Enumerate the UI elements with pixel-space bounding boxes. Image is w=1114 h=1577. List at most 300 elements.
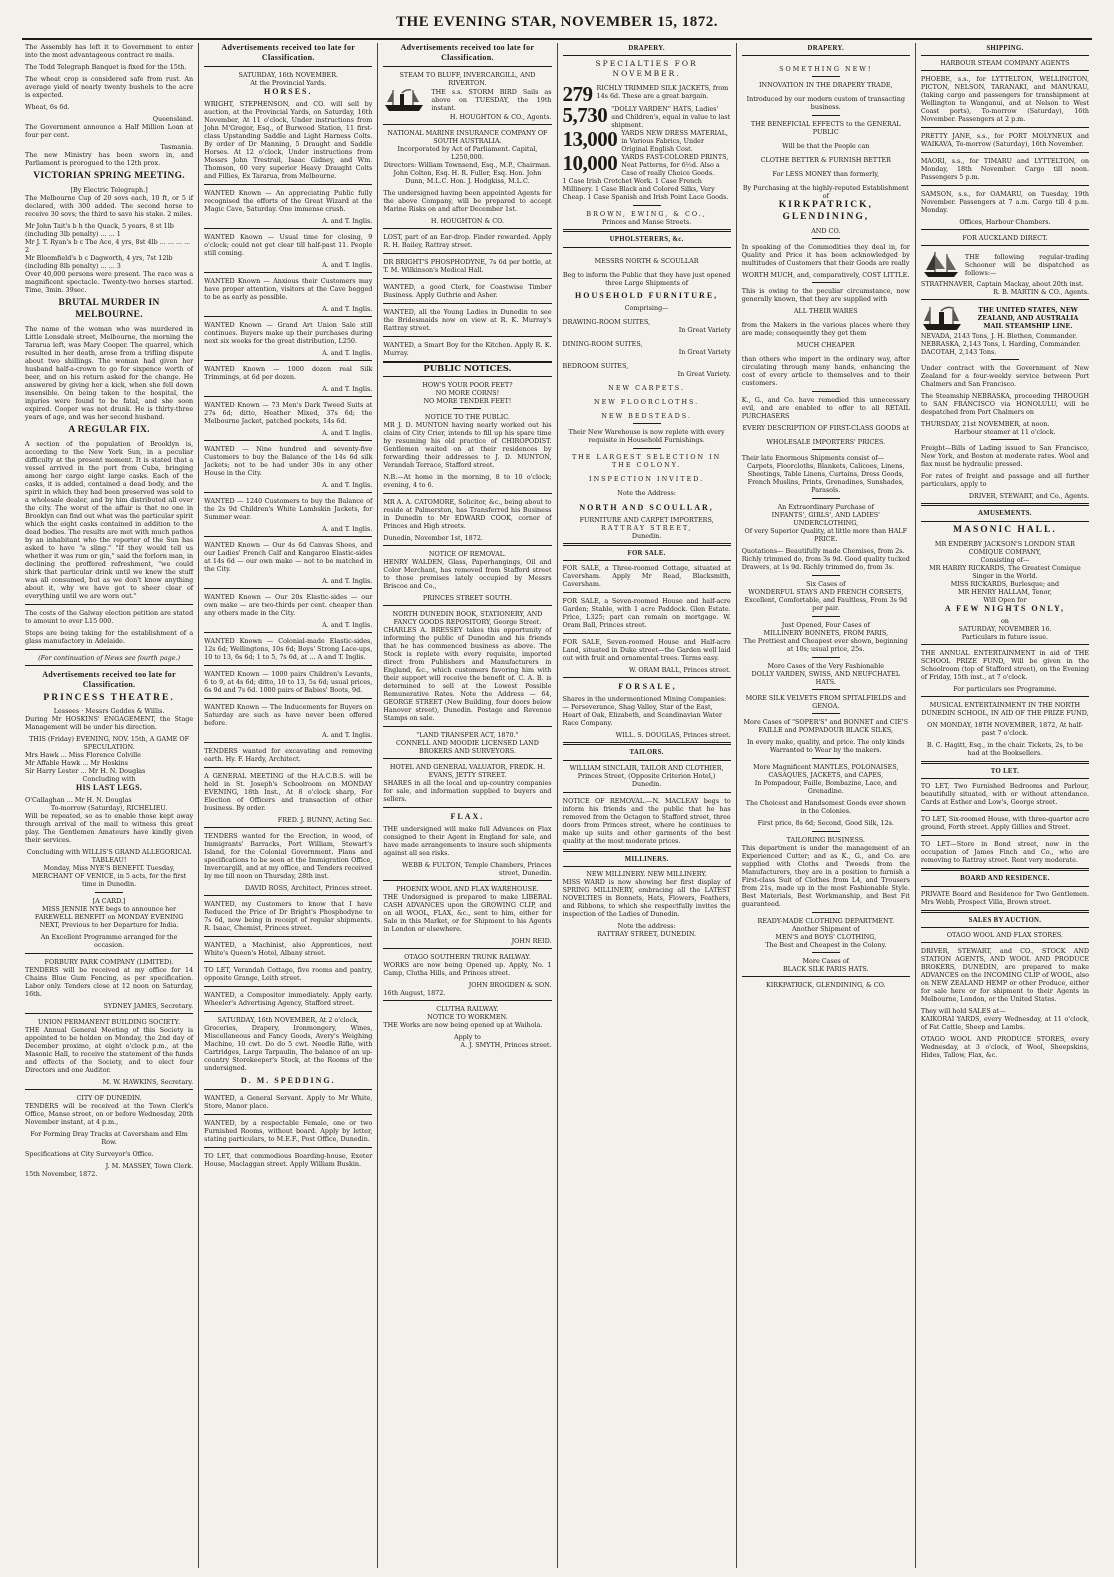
divider: [563, 677, 731, 678]
wanted-ad: WANTED Known — Colonial-made Elastic-sides, 12s 6d; Wellingtons, 10s 6d; Boys' Strong Lace-ups, 10 to 13, 6s 6d; 1 to 5, 7s 6d, at ... A and T. Inglis.: [204, 637, 373, 661]
divider: [204, 1114, 372, 1115]
for-sale-ad: FOR SALE, a Three-roomed Cottage, situated at Caversham. Apply Mr Read, Blacksmith, Caversham.: [562, 564, 731, 589]
shipping-ad: PHOEBE, s.s., for LYTTELTON, WELLINGTON, PICTON, NELSON, TARANAKI, and MANUKAU, (taking cargo and passengers for transhipment at Wellington to Wanganui, and at Nelson to West Coast ports), To-morrow (Saturday), 16th November. Passengers at 2 p.m.: [920, 75, 1090, 124]
wanted-ad: WANTED, a Compositor immediately. Apply early. Wheeler's Advertising Agency, Stafford street.: [204, 991, 373, 1007]
divider: [812, 758, 840, 759]
news-paragraph: The name of the woman who was murdered in Little Lonsdale street, Melbourne, the morning the Tararua left, was Mary Cooper. The quarrel, which resulted in her death, arose from a trifling dispute about two shillings. The woman had given her husband half-a-crown to go for sixpence worth of beer, and on his return asked for the change. He answered by giving her a kick, when she fell down insensible. On being taken to the hospital, the injuries were found to be fatal, and she soon expired. Cooper was not drunk. He is thirty-three years of age, and was her second husband.: [25, 324, 194, 421]
ad-text: More Cases of: [802, 957, 850, 966]
divider: [453, 408, 481, 409]
ad-text: MUSICAL ENTERTAINMENT IN THE NORTH DUNEDIN SCHOOL, IN AID OF THE PRIZE FUND,: [921, 700, 1089, 717]
for-sale-ad: FOR SALE, a Seven-roomed House and half-acre Garden; Stable, with 1 acre Paddock. Glen Estate. Price, L325; part can remain on mortgage. W. Oram Ball, Princes street.: [562, 597, 731, 630]
specialty-item: [563, 105, 731, 129]
ad-signature: W. ORAM BALL, Princes street.: [628, 666, 731, 675]
ad-title: NO MORE TENDER FEET!: [423, 396, 512, 405]
columns: [20, 43, 1094, 1568]
news-paragraph: Over 40,000 persons were present. The race was a magnificent spectacle. Twenty-two horses started. Time, 3min. 39sec.: [25, 269, 194, 294]
ad-text: The Prettiest and Cheapest ever shown, beginning at 10s; usual price, 25s.: [743, 637, 908, 654]
wanted-ad: WANTED Known — 1000 dozen real Silk Trimmings, at 6d per dozen.: [204, 365, 373, 381]
ad-title: HOTEL AND GENERAL VALUATOR, FREDK. H. EVANS, JETTY STREET.: [389, 762, 545, 779]
ad-text: THE Annual General Meeting of this Society is appointed to be holden on Monday, the 2nd day of December proximo, at eight o'clock p.m., at the Masonic Hall, to receive the statement of the funds and effects of the Society, and to elect four Directors and one Auditor.: [25, 1026, 194, 1075]
ad-text: than others who import in the ordinary way, after circulating through many hands, enhancing the cost of every article to themselves and to their customers.: [741, 355, 910, 388]
ad-text: Directors: William Townsend, Esq., M.P., Chairman. John Colton, Esq. H. R. Fuller, Esq. Hon. John Dunn, M.L.C. Hon. J. Hodgkiss, M.L.C.: [383, 161, 552, 185]
ad-text: In Pompadour, Faille, Bombazine, Lace, and Grenadine.: [754, 779, 897, 796]
specialty-item: [563, 84, 731, 105]
ad-title: MESSRS NORTH & SCOULLAR: [594, 256, 699, 265]
ad-title: CITY OF DUNEDIN.: [76, 1094, 142, 1103]
ad-text: KAIKORAI YARDS, every Wednesday, at 11 o'clock, of Fat Cattle, Sheep and Lambs.: [920, 1015, 1090, 1032]
ad-title: THE BENEFICIAL EFFECTS to the GENERAL PUBLIC: [750, 120, 901, 137]
ad-title: NORTH DUNEDIN BOOK, STATIONERY, AND FANCY GOODS REPOSITORY, George Street.: [392, 609, 543, 626]
ad-text: Will be repeated, so as to enable those kept away through arrival of the mail to witness this great play. The Gentlemen Amateurs have kindly given their services.: [25, 812, 194, 845]
ad-date: 16th August, 1872.: [383, 988, 446, 997]
ad-text: THURSDAY, 21st NOVEMBER, at noon.: [920, 420, 1050, 429]
quantity-figure: 279: [562, 82, 593, 107]
ad-signature: WEBB & FULTON, Temple Chambers, Princes street, Dunedin.: [401, 860, 552, 877]
divider: [383, 880, 551, 881]
news-paragraph: The Melbourne Cup of 20 sovs each, 10 ft, or 5 if declared, with 300 added. The second horse to receive 30 sovs; the third to save his stake. 2 miles.: [25, 193, 194, 218]
wanted-ad: WANTED Known — Anxious their Customers may have proper attention, visitors at the Cave begged to be as early as possible.: [204, 277, 373, 301]
wanted-ad: WANTED Known — Usual time for closing, 9 o'clock; could not get clear till half-past 11. People still coming.: [204, 233, 373, 257]
ad-signature: A. J. SMYTH, Princes street.: [460, 1040, 552, 1049]
ad-signature: WILL. S. DOUGLAS, Princes street.: [615, 731, 731, 740]
ad-date: Dunedin, November 1st, 1872.: [383, 533, 483, 542]
divider: [25, 1013, 193, 1014]
steamship-illustration: [383, 87, 427, 113]
section-header: PUBLIC NOTICES.: [383, 361, 551, 377]
ad-signature: DAVID ROSS, Architect, Princes street.: [244, 884, 373, 892]
divider: [921, 299, 1089, 300]
ad-title: CLUTHA RAILWAY.: [436, 1004, 499, 1013]
ad-signature: D. M. SPEDDING.: [240, 1076, 336, 1085]
ad-text: The Choicest and Handsomest Goods ever shown in the Colonies.: [745, 799, 906, 816]
ad-title: SATURDAY, 16th NOVEMBER, At 2 o'clock,: [217, 1016, 359, 1024]
ad-title: SPECIALTIES FOR NOVEMBER.: [595, 59, 698, 78]
ad-line: NEW FLOORCLOTHS.: [593, 397, 700, 406]
section-header: BOARD AND RESIDENCE.: [921, 875, 1089, 886]
ad-signature: JOHN REID.: [511, 936, 552, 945]
ad-signature: A. and T. Inglis.: [322, 305, 373, 313]
ad-text: HIS LAST LEGS.: [76, 783, 143, 793]
divider: [563, 742, 731, 745]
ad-line: NEW CARPETS.: [608, 383, 685, 392]
ad-text: MR A. A. CATOMORE, Solicitor, &c., being about to reside at Palmerston, has Transferred his Business in Dunedin to Mr EDWARD COOK, corner of Princes and High streets.: [383, 497, 552, 530]
column-4: [557, 43, 736, 1568]
divider: [812, 657, 840, 658]
ad-line: BEDROOM SUITES,: [562, 361, 629, 370]
divider: [25, 665, 193, 666]
ad-text: Particulars in future issue.: [961, 632, 1049, 641]
divider: [204, 1011, 372, 1012]
tender-ad: TENDERS wanted for excavating and removing earth. Hy. F. Hardy, Architect.: [204, 747, 373, 763]
divider: [921, 245, 1089, 246]
divider: [921, 810, 1089, 811]
ad-signature: A. and T. Inglis.: [322, 731, 373, 739]
masthead-rule: [22, 38, 1092, 40]
ad-text: WRIGHT, STEPHENSON, and CO. will sell by auction, at the Provincial Yards, on Saturday, 16th November, At 11 o'clock, Under instructions from John M'Gregor, Esq., of Burwood Station, 11 first-class Upstanding Saddle and Light Harness Colts. By order of Dr Manning, 5 Draught and Saddle Horses. At 12 o'clock, Under instructions from Messrs John Trestrail, Isaac Gidney, and Wm. Thomson, 60 very superior Heavy Draught Colts and Fillies, Ex Tararua, from Melbourne.: [204, 100, 373, 180]
ad-title: INFANTS', GIRLS', AND LADIES' UNDERCLOTHING,: [771, 511, 880, 528]
section-header: TAILORS.: [563, 749, 731, 760]
divider: [204, 961, 372, 962]
lost-ad: LOST, part of an Ear-drop. Finder rewarded. Apply R. H. Bailey, Rattray street.: [383, 233, 552, 249]
ad-title: ALL THEIR WARES: [793, 307, 858, 316]
divider: [383, 807, 551, 808]
ad-text: THIS (Friday) EVENING, NOV. 15th, A GAME OF SPECULATION.: [29, 735, 190, 752]
ad-signature: JOHN BROGDEN & SON.: [468, 980, 552, 989]
tender-ad: TENDERS wanted for the Erection, in wood, of Immigrants' Barracks, Port William, Stewart's Island, for the Colonial Government. Plans and specifications to be seen at the Immigration Office, Invercargill, and at my office, and Tenders received by me till noon on Thursday, 28th inst.: [204, 832, 373, 880]
ad-text: To-morrow (Saturday), RICHELIEU.: [50, 804, 168, 813]
ad-text: Consisting of—: [980, 555, 1030, 564]
ad-text: For particulars see Programme.: [953, 684, 1057, 693]
wanted-ad: WANTED Known — Grand Art Union Sale still continues. Buyers make up their purchases during next six weeks for the great distribution, L250.: [204, 321, 373, 345]
to-let-ad: TO LET, Two Furnished Bedrooms and Parlour, beautifully situated, with or without attendance. Cards at Esther and Low's, George street.: [920, 782, 1090, 807]
divider: [633, 448, 661, 449]
divider: [204, 1147, 372, 1148]
ad-text: Of very Superior Quality, at little more than HALF PRICE.: [744, 527, 908, 544]
divider: [563, 543, 731, 546]
ad-text: By Purchasing at the highly-reputed Establishment of: [742, 184, 909, 201]
ad-text: An Excellent Programme arranged for the occasion.: [40, 933, 178, 950]
ad-signature: BROWN, EWING, & CO.,: [586, 210, 707, 219]
ad-text: Excellent, Comfortable, and Faultless, From 3s 9d per pair.: [744, 596, 908, 613]
divider: [742, 976, 910, 977]
divider: [633, 205, 661, 206]
ad-address: PRINCES STREET SOUTH.: [422, 593, 512, 602]
ad-text: Specifications at City Surveyor's Office.: [25, 1150, 154, 1159]
ad-text: WORKS are now being Opened up. Apply, No. 1 Camp, Clutha Hills, and Princes street.: [383, 960, 552, 977]
ad-signature: M. W. HAWKINS, Secretary.: [102, 1078, 194, 1087]
ad-text: MISS WARD is now showing her first display of SPRING MILLINERY, embracing all the LATEST NOVELTIES in Bonnets, Hats, Flowers, Feathers, and Ribbons, to which she respectfully invites the inspection of the Ladies of Dunedin.: [562, 878, 731, 919]
quantity-figure: 5,730: [562, 103, 608, 128]
ad-title: MEN'S and BOYS' CLOTHING,: [775, 933, 877, 942]
ad-signature: A. and T. Inglis.: [322, 217, 373, 225]
ad-text: MISS RICKARDS, Burlesque; and: [950, 579, 1060, 588]
ad-text: For LESS MONEY than formerly,: [772, 170, 880, 179]
ad-signature: A. and T. Inglis.: [322, 577, 373, 585]
ad-text: MR HARRY RICKARDS, The Greatest Comique Singer in the World.: [929, 563, 1081, 580]
ad-text: N.B.—At home in the morning, 8 to 10 o'clock; evening, 4 to 6.: [383, 472, 552, 489]
quantity-figure: 13,000: [562, 127, 618, 152]
ad-text: Quotations— Beautifully made Chemises, from 2s. Richly trimmed do, from 3s 9d. Good quality tucked Drawers, at 1s 9d. Richly trimmed do, from 3s.: [741, 547, 910, 572]
ad-text: During Mr HOSKINS' ENGAGEMENT, the Stage Management will be under his direction.: [25, 715, 194, 732]
divider: [25, 649, 193, 650]
divider: [95, 892, 123, 893]
ad-title: MORE SILK VELVETS FROM SPITALFIELDS and GENOA.: [745, 694, 906, 711]
ad-title: INNOVATION IN THE DRAPERY TRADE,: [759, 81, 893, 90]
ad-title: BLACK SILK PARIS HATS.: [782, 965, 869, 974]
divider: [383, 948, 551, 949]
column-1: [20, 43, 198, 1568]
to-let-ad: TO LET—Store in Bond street, now in the occupation of James Finch and Co., who are removing to Rattray street. Rent very moderate.: [920, 840, 1090, 865]
ad-text: Concluding with WILLIS'S GRAND ALLEGORICAL TABLEAU!: [26, 848, 192, 865]
ad-title: MASONIC HALL.: [953, 524, 1057, 535]
ad-text: CHARLES A. BRESSEY takes this opportunity of informing the public of Dunedin and his friends that he has commenced business as above. The Stock is replete with every requisite, imported direct from Publishers and Manufacturers in England, &c., which customers favoring him with their support will receive the benefit of. C. A. B. is determined to sell at the Lowest Possible Remunerative Rates. Note the Address — 64, GEORGE STREET (New Building, four doors below Hanover street), Dunedin. Postage and Revenue Stamps on sale.: [383, 625, 552, 722]
newspaper-title: THE EVENING STAR, NOVEMBER 15, 1872.: [396, 14, 718, 30]
news-paragraph: The Todd Telegraph Banquet is fixed for the 15th.: [25, 63, 187, 71]
ad-title: MILLINERY BONNETS, FROM PARIS,: [763, 629, 889, 638]
divider: [383, 303, 551, 304]
ad-address: Princes and Manse Streets.: [601, 218, 692, 227]
divider: [812, 115, 840, 116]
ad-title: WHOLESALE IMPORTERS' PRICES.: [766, 438, 886, 447]
ad-title: MUCH CHEAPER: [796, 341, 855, 350]
divider: [812, 76, 840, 77]
news-headline: BRUTAL MURDER IN MELBOURNE.: [58, 297, 160, 320]
ad-text: Monday, Miss NYE'S BENEFIT. Tuesday, MERCHANT OF VENICE, in 5 acts, for the first time in Dunedin.: [31, 864, 187, 889]
ad-title: SATURDAY, 16th NOVEMBER.: [238, 71, 339, 79]
ad-text: Apply to: [453, 1032, 481, 1041]
ad-signature: H. HOUGHTON & CO.: [430, 217, 504, 225]
ad-title: THE UNITED STATES, NEW ZEALAND, AND AUSTRALIA MAIL STEAMSHIP LINE.: [977, 306, 1079, 331]
divider: [921, 910, 1089, 913]
ad-title: NOTICE TO THE PUBLIC.: [424, 412, 510, 421]
ad-title: OTAGO WOOL AND FLAX STORES.: [946, 931, 1064, 940]
schooner-illustration: [921, 250, 961, 280]
ad-text: RICHLY TRIMMED SILK JACKETS, from 14s 6d. These are a great bargain.: [596, 84, 729, 101]
ad-text: First price, 8s 6d; Second, Good Silk, 12s.: [757, 819, 894, 828]
divider: [383, 124, 551, 125]
ad-text: Another Shipment of: [792, 925, 860, 934]
divider: [204, 396, 372, 397]
ad-text: YARDS FAST-COLORED PRINTS, Neat Patterns, for 6½d. Also a Case of really Choice Goods.: [621, 153, 729, 178]
cast-line: O'Callaghan ... Mr H. N. Douglas: [25, 796, 132, 805]
ad-title: EVERY DESCRIPTION OF FIRST-CLASS GOODS at: [742, 424, 910, 433]
ad-signature: A. and T. Inglis.: [322, 525, 373, 533]
section-header: AMUSEMENTS.: [921, 510, 1089, 521]
ad-text: Note the address:: [617, 922, 676, 931]
to-let-ad: TO LET, that commodious Boarding-house, Exeter House, Maclaggan street. Apply William Buskin.: [204, 1152, 373, 1168]
ad-text: Will Open for: [983, 595, 1027, 604]
ad-signature: A. and T. Inglis.: [322, 621, 373, 629]
section-header: FOR SALE.: [563, 550, 731, 561]
ad-text: TENDERS will be received at my office for 14 Chains Blue Gum Fencing, as per specification. Labor only. Tenders close at 12 noon on Saturday, 16th.: [25, 966, 194, 999]
news-paragraph: The new Ministry has been sworn in, and Parliament is prorogued to the 12th prox.: [25, 151, 194, 167]
ad-text: This department is under the management of an Experienced Cutter; and as K., G., and Co. are supplied with Cloths and Tweeds from the Manufacturers, they are in a position to furnish a First-class Suit of Clothes from L4, and Trousers from 21s, made up in the most Fashionable Style. Best Materials, Best Workmanship, and Best Fit guaranteed.: [741, 844, 910, 909]
ad-title: NATIONAL MARINE INSURANCE COMPANY OF SOUTH AUSTRALIA.: [387, 129, 548, 145]
ad-text: TENDERS will be received at the Town Clerk's Office, Manse street, on or before Wednesday, 20th November instant, at 4 p.m.,: [25, 1102, 194, 1127]
ad-text: CONNELL AND MOODIE LICENSED LAND BROKERS AND SURVEYORS.: [395, 738, 539, 755]
ad-address: Dunedin.: [631, 531, 662, 540]
shipping-ad: PRETTY JANE, s.s., for PORT MOLYNEUX and WAIKAVA, To-morrow (Saturday), 16th November.: [920, 132, 1090, 149]
ad-text: Six Cases of: [806, 580, 846, 589]
section-header: Advertisements received too late for Classification.: [400, 43, 535, 62]
divider: [921, 229, 1089, 230]
ad-title: FLAX.: [450, 811, 485, 821]
ad-address: RATTRAY STREET, DUNEDIN.: [597, 930, 697, 939]
ad-text: OTAGO WOOL AND PRODUCE STORES, every Wednesday, at 3 o'clock, of Wool, Sheepskins, Hides, Tallow, Flax, &c.: [920, 1035, 1090, 1060]
ad-text: Freight—Bills of Lading issued to San Francisco, New York, and Boston at moderate rates. Wool and flax must be hydraulic pressed.: [920, 444, 1090, 469]
divider: [812, 282, 840, 283]
divider: [921, 696, 1089, 697]
ad-title: F O R S A L E ,: [618, 682, 675, 692]
ad-title: NORTH AND SCOULLAR,: [579, 502, 714, 512]
news-paragraph: Wheat, 6s 6d.: [25, 103, 70, 111]
ad-text: This is owing to the peculiar circumstance, now generally known, that they are supplied with: [741, 287, 910, 304]
ad-text: HENRY WALDEN, Glass, Paperhangings, Oil and Color Merchant, has removed from Stafford street to those premises lately occupied by Messrs Briscoe and Co.,: [383, 557, 552, 590]
news-paragraph: A section of the population of Brooklyn is, according to the New York Sun, in a peculiar difficulty at the present moment. It is stated that a vessel arrived in the port from Cuba, bringing among her cargo eight large casks. Each of the casks, it is added, contained a dead body, and the spirit in which they had been preserved was sold to a wholesale dealer, and by him distributed all over the city. The worst of the affair is that no one in Brooklyn can find out what was the particular spirit which the eight casks contained in addition to the dead bodies. The results are met with much pathos by an inhabitant who the reporter of the Sun has asked to have "a sling." "If they would tell us whether it was rum or gin," said the forlorn man, in declining the proffered refreshment, "we could shirk that particular drink until we knew the stuff was all consumed, but as we don't know anything about it, why we have got to sheer clear of everything until we are worn out.": [25, 439, 194, 600]
section-header: UPHOLSTERERS, &c.: [563, 236, 731, 247]
medicine-ad: DR BRIGHT'S PHOSPHODYNE, 7s 6d per bottle, at T. M. Wilkinson's Medical Hall.: [383, 258, 552, 274]
ad-line: NEW BEDSTEADS.: [601, 411, 692, 420]
ad-text: WILLIAM SINCLAIR, TAILOR AND CLOTHIER, Princes Street, (Opposite Criterion Hotel,) Dunedin.: [569, 763, 724, 788]
wanted-ad: WANTED, a General Servant. Apply to Mr White, Store, Manor place.: [204, 1094, 373, 1110]
ad-title: HORSES.: [264, 87, 313, 96]
ad-title: FORBURY PARK COMPANY (LIMITED).: [44, 958, 174, 967]
ad-text: For Forming Dray Tracks at Caversham and Elm Row.: [30, 1130, 188, 1147]
ad-text: THE s.s. STORM BIRD Sails as above on TUESDAY, the 19th instant.: [431, 88, 552, 112]
ad-title: "LAND TRANSFER ACT, 1870.": [416, 730, 519, 739]
divider: [921, 835, 1089, 836]
ad-text: THE Undersigned is prepared to make LIBERAL CASH ADVANCES upon the GROWING CLIP, and on all WOOL, FLAX, &c., sent to him, either for Sale in this Market, or for Shipment to his Agents in London or elsewhere.: [383, 892, 552, 933]
cast-line: Mr Affable Hawk ... Mr Hoskins: [25, 759, 128, 768]
divider: [812, 689, 840, 690]
divider: [563, 592, 731, 593]
divider: [812, 831, 840, 832]
ad-title: [A CARD.]: [92, 897, 126, 906]
section-header: TO LET.: [921, 768, 1089, 779]
ad-line: DINING-ROOM SUITES,: [562, 339, 643, 348]
ad-title: HARBOUR STEAM COMPANY AGENTS: [940, 59, 1070, 68]
divider: [812, 498, 840, 499]
divider: [921, 761, 1089, 764]
ad-title: HOUSEHOLD FURNITURE,: [575, 290, 719, 300]
news-headline: VICTORIAN SPRING MEETING.: [33, 171, 185, 181]
ad-text: THE ANNUAL ENTERTAINMENT in aid of THE SCHOOL PRIZE FUND, Will be given in the Schoolroom (top of Stafford street), on the Evening of Friday, 15th inst., at 7 o'clock.: [920, 648, 1090, 681]
ad-text: More Cases of the Very Fashionable: [767, 662, 885, 671]
divider: [204, 665, 372, 666]
ad-text: More Cases of "SOPER'S" and BONNET and CIE'S FAILLE and POMPADOUR BLACK SILKS,: [743, 718, 909, 735]
ad-title: NO MORE CORNS!: [435, 388, 500, 397]
to-let-ad: TO LET, Six-roomed House, with three-quarter acre ground, Forth street. Apply Gillies and Street.: [920, 815, 1090, 832]
divider: [991, 439, 1019, 440]
specialty-item: [563, 153, 731, 177]
ad-text: They will hold SALES at—: [920, 1007, 1006, 1016]
wanted-ad: WANTED, a good Clerk, for Coastwise Timber Business. Apply Guthrie and Asher.: [383, 283, 552, 299]
ad-signature: SYDNEY JAMES, Secretary.: [103, 1002, 194, 1011]
divider: [204, 742, 372, 743]
ad-title: NEW MILLINERY. NEW MILLINERY.: [586, 870, 707, 879]
ad-text: An Extraordinary Purchase of: [777, 503, 874, 512]
ad-text: Carpets, Floorcloths, Blankets, Calicoes, Linens, Sheetings, Table Linens, Curtains, Dress Goods, French Muslins, Prints, Grenadines, Sunshades, Parasols.: [747, 462, 905, 495]
divider: [921, 127, 1089, 128]
cast-line: Sir Harry Lester ... Mr H. N. Douglas: [25, 767, 146, 776]
divider: [812, 713, 840, 714]
ad-title: SOMETHING NEW!: [779, 65, 873, 74]
race-result: Mr John Tait's b h the Quack, 5 years, 8 st 1lb (including 3lb penalty) ... ... 1: [25, 221, 174, 238]
meeting-ad: A GENERAL MEETING of the H.A.C.B.S. will be held in St. Joseph's Schoolroom on MONDAY EVENING, 18th Inst., At 8 o'clock sharp, For Election of Officers and transaction of other business. By order.: [204, 772, 373, 812]
ad-signature: R. B. MARTIN & CO., Agents.: [993, 288, 1090, 297]
news-byline: [By Electric Telegraph.]: [70, 185, 148, 194]
ad-text: STRATHNAVER, Captain Mackay, about 20th inst.: [920, 280, 1084, 289]
divider: [204, 228, 372, 229]
ad-text: DRIVER, STEWART, and CO., STOCK AND STATION AGENTS, AND WOOL AND PRODUCE BROKERS, DUNEDIN, are prepared to make ADVANCES on the INCOMING CLIP of WOOL, also on NEW ZEALAND HEMP or other Produce, either for sale here or for shipment to their Agents in Melbourne, London, or the United States.: [920, 947, 1090, 1004]
ad-text: Introduced by our modern custom of transacting business.: [746, 95, 905, 112]
news-subhead: Tasmania.: [160, 143, 194, 151]
column-5: [736, 43, 915, 1568]
divider: [812, 952, 840, 953]
divider: [921, 70, 1089, 71]
ad-text: Their New Warehouse is now replete with every requisite in Household Furnishings.: [568, 427, 725, 444]
ad-text: ON MONDAY, 18TH NOVEMBER, 1872, At half-past 7 o'clock.: [927, 720, 1083, 737]
divider: [383, 726, 551, 727]
ad-title: More Magnificent MANTLES, POLONAISES, CASAQUES, JACKETS, and CAPES,: [753, 763, 899, 780]
ad-subtitle: At the Provincial Yards.: [250, 79, 327, 87]
section-header: Advertisements received too late for Classification.: [221, 43, 356, 62]
divider: [383, 493, 551, 494]
ad-text: The Steamship NEBRASKA, proceeding THROUGH to SAN FRANCISCO via HONOLULU, will be despatched from Port Chalmers on: [920, 392, 1090, 417]
ad-title: NOTICE OF REMOVAL.: [428, 549, 506, 558]
ad-text: Beg to inform the Public that they have just opened three Large Shipments of: [562, 270, 731, 287]
divider: [563, 229, 731, 232]
section-header: DRAPERY.: [563, 45, 731, 56]
ad-title: PRINCESS THEATRE.: [43, 692, 175, 703]
divider: [204, 184, 372, 185]
divider: [204, 698, 372, 699]
ad-text: B. C. Hagitt, Esq., in the chair. Tickets, 2s, to be had at the Booksellers.: [926, 740, 1084, 757]
ship-entry: NEBRASKA, 2,143 Tons, I. Harding, Commander.: [920, 340, 1081, 349]
ad-text: In speaking of the Commodities they deal in, for Quality and Price it has been acknowledged by multitudes of Customers that their Goods are really: [741, 243, 910, 268]
ad-text: Just Opened, Four Cases of: [781, 621, 870, 630]
ad-title: MR ENDERBY JACKSON'S LONDON STAR COMIQUE COMPANY,: [934, 539, 1075, 556]
ad-title: FOR AUCKLAND DIRECT.: [962, 234, 1048, 243]
ad-title: A FEW NIGHTS ONLY,: [944, 603, 1066, 613]
ad-text: YARDS NEW DRESS MATERIAL, in Various Fabrics, Under Original English Cost.: [621, 129, 729, 154]
ad-text: Concluding with: [82, 775, 136, 784]
news-paragraph: The Government announce a Half Million Loan at four per cent.: [25, 123, 194, 139]
ad-text: THE undersigned will make full Advances on Flax consigned to their Agent in England for sale, and have made arrangements to insure such shipments against all sea risks.: [383, 824, 552, 857]
divider: [383, 228, 551, 229]
divider: [383, 253, 551, 254]
ad-date: 15th November, 1872.: [25, 1170, 98, 1179]
ad-title: AND CO.: [811, 227, 841, 236]
divider: [25, 953, 193, 954]
ad-title: KIRKPATRICK, GLENDINING,: [778, 200, 873, 223]
ad-text: In every make, quality, and price. The only kinds Warranted to Wear by the makers.: [747, 738, 905, 755]
wanted-ad: WANTED, a Smart Boy for the Kitchen. Apply R. K. Murray.: [383, 341, 552, 357]
ad-title: STEAM TO BLUFF, INVERCARGILL, AND RIVERTON.: [399, 71, 536, 87]
board-ad: PRIVATE Board and Residence for Two Gentlemen. Mrs Webb, Prospect Villa, Brown street.: [920, 889, 1090, 906]
divider: [204, 492, 372, 493]
divider: [204, 360, 372, 361]
divider: [563, 792, 731, 793]
to-let-ad: TO LET, Verandah Cottage, five rooms and pantry, opposite Grange, Leith street.: [204, 966, 373, 982]
column-6: [915, 43, 1094, 1568]
divider: [204, 986, 372, 987]
wanted-ad: WANTED, by a respectable Female, one or two Furnished Rooms, without board. Apply by letter, stating particulars, to M.E.F., Post Office, Dunedin.: [204, 1119, 373, 1143]
ad-title: DOLLY VARDEN, SWISS, AND NEUFCHATEL HATS.: [751, 670, 901, 687]
divider: [204, 632, 372, 633]
cast-line: Mrs Hawk ... Miss Florence Colville: [25, 751, 141, 760]
divider: [383, 278, 551, 279]
divider: [563, 633, 731, 634]
ad-text: SHARES in all the local and up-country companies for sale, and information supplied to buyers and sellers.: [383, 778, 552, 803]
schooner-ad: [921, 250, 1089, 280]
ad-text: MISS JENNIE NYE begs to announce her FAREWELL BENEFIT on MONDAY EVENING NEXT, Previous to her Departure for India.: [34, 905, 184, 930]
divider: [204, 316, 372, 317]
section-header: SALES BY AUCTION.: [921, 917, 1089, 928]
ad-title: TAILORING BUSINESS.: [786, 836, 865, 845]
divider: [204, 827, 372, 828]
divider: [383, 336, 551, 337]
quantity-figure: 10,000: [562, 151, 618, 176]
ad-text: Their late Enormous Shipments consist of—: [741, 454, 885, 463]
ad-title: CLOTHE BETTER & FURNISH BETTER: [760, 156, 891, 165]
masthead: [0, 0, 1114, 42]
ad-line: Note the Address:: [617, 488, 676, 497]
wanted-ad: WANTED Known — 1000 pairs Children's Levants, 6 to 9, at 4s 6d; ditto, 10 to 13, 5s 6d; usual prices, 6s 9d and 7s 6d. 1000 pairs of Babies' Boots, 9d.: [204, 670, 373, 694]
divider: [563, 849, 731, 852]
divider: [383, 605, 551, 606]
ad-text: "DOLLY VARDEN" HATS, Ladies' and Children's, equal in value to last shipment.: [611, 105, 731, 130]
